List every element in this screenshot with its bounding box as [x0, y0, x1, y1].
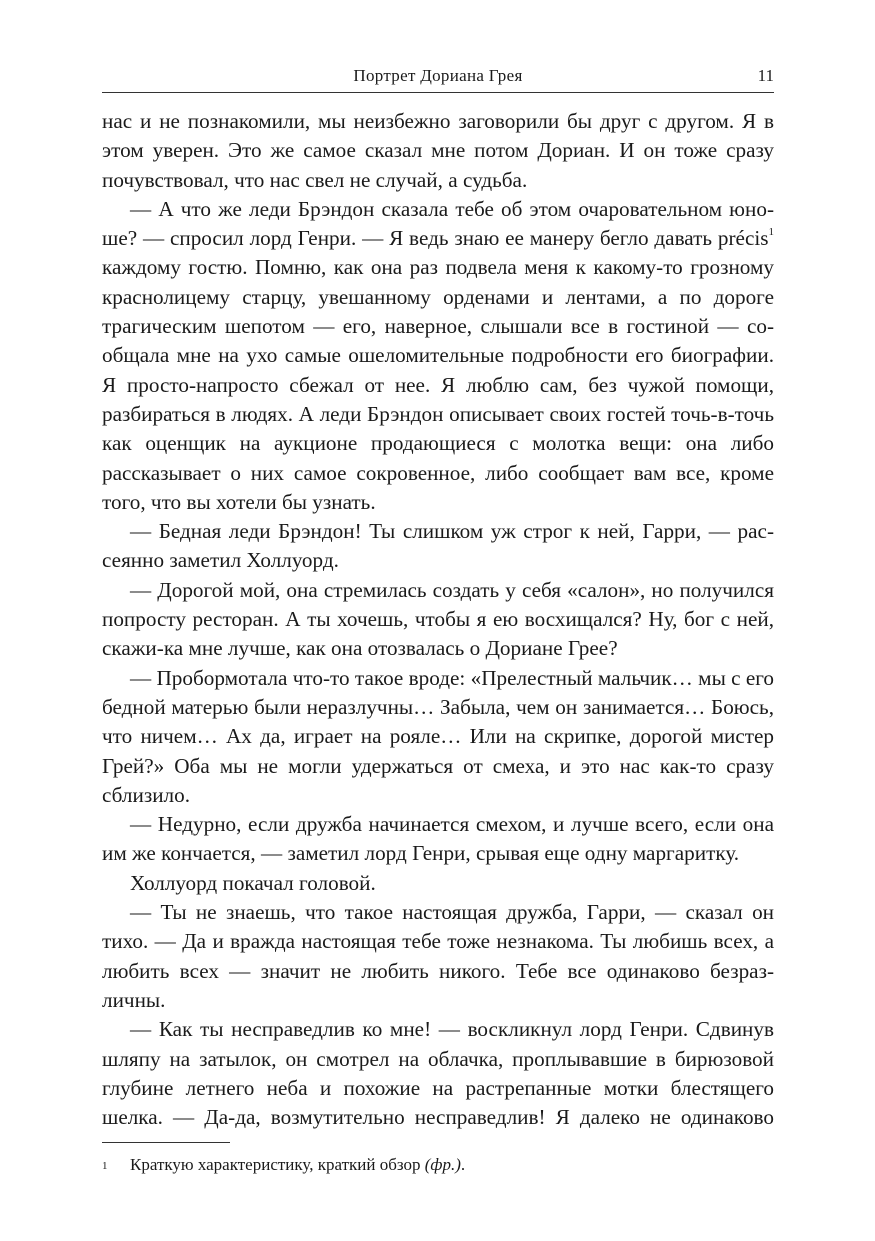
footnote-end: . [460, 1155, 466, 1174]
footnote-divider [102, 1142, 230, 1143]
paragraph: — Дорогой мой, она стремилась создать у себя «салон», но получился попросту ресторан. А ты хочешь, чтобы я ею восхищался? Ну, бог с ней, скажи-ка мне лучше, как она отозвалась о Дориане Грее? [102, 577, 774, 661]
paragraph: — Пробормотала что-то такое вроде: «Прелестный мальчик… мы с его бедной матерью были неразлучны… Забыла, чем он занимается… Боюсь, что ничем… Ах да, играет на рояле… Или на скрипке, дорогой мистер Грей?» Оба мы не могли удержаться от смеха, и это нас как-то сразу сблизило. [102, 665, 774, 807]
paragraph: — Недурно, если дружба начинается смехом, и лучше всего, если она им же кончается, — заметил лорд Генри, срывая еще одну маргаритку. [102, 812, 774, 866]
paragraph: — Ты не знаешь, что такое настоящая дружба, Гарри, — сказал он тихо. — Да и вражда настоящая тебе тоже незнакома. Ты любишь всех, а любить всех — значит не любить никого. Тебе все одинаково безразличны. [102, 900, 774, 1012]
book-page [102, 62, 774, 1132]
paragraph: Холлуорд покачал головой. [130, 870, 376, 895]
paragraph: — Как ты несправедлив ко мне! — воскликнул лорд Генри. Сдвинув шляпу на затылок, он смотрел на облачка, проплывавшие в бирюзовой глубине летнего неба и похожие на растрепанные мотки блестящего шелка. — Да-да, возмутительно несправедлив! Я далеко не одинаково [102, 1017, 774, 1130]
body-text [102, 107, 774, 1132]
page-number: 11 [757, 66, 774, 85]
paragraph-text: — А что же леди Брэндон сказала тебе об этом очаровательном юноше? — спросил лорд Генри. — Я ведь знаю ее манеру бегло давать précis [102, 196, 774, 251]
running-head [102, 62, 774, 93]
footnote-number: 1 [102, 1160, 108, 1172]
paragraph-text: каждому гостю. Помню, как она раз подвела меня к какому-то грозному краснолицему старцу, увешанному орденами и лентами, а по дороге трагическим шепотом — его, наверное, слышали все в гостиной — сообщала мне на ухо самые ошеломительные подробности его биографии. Я просто-напросто сбежал от нее. Я люблю сам, без чужой помощи, разбираться в людях. А леди Брэндон описывает своих гостей точь-в-точь как оценщик на аукционе продающиеся с молотка вещи: она либо рассказывает о них самое сокровенное, либо сообщает вам все, кроме того, что вы хотели бы узнать. [102, 255, 774, 514]
footnote-language: (фр.) [424, 1155, 461, 1174]
paragraph: нас и не познакомили, мы неизбежно заговорили бы друг с другом. Я в этом уверен. Это же самое сказал мне потом Дориан. И он тоже сразу почувствовал, что нас свел не случай, а судьба. [102, 109, 774, 192]
paragraph: — Бедная леди Брэндон! Ты слишком уж строг к ней, Гарри, — рассеянно заметил Холлуорд. [102, 519, 774, 573]
footnote-reference[interactable]: 1 [768, 226, 774, 239]
footnote-text: Краткую характеристику, краткий обзор [130, 1155, 425, 1174]
footnote [102, 1153, 774, 1177]
paragraph [102, 195, 774, 517]
running-title: Портрет Дориана Грея [353, 66, 523, 85]
